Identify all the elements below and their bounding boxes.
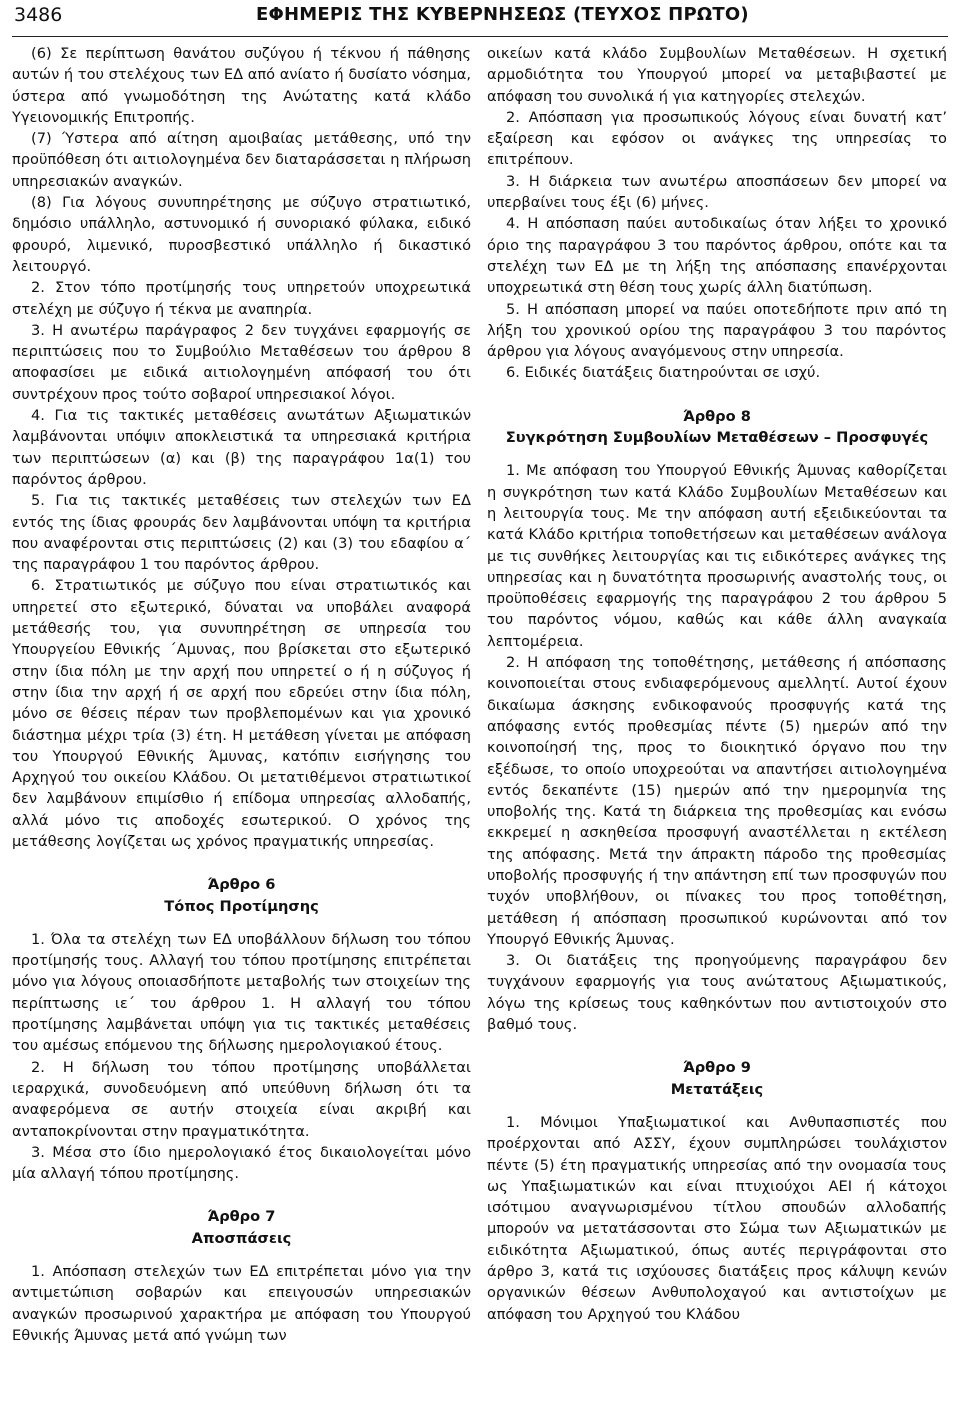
article-title: Αποσπάσεις <box>191 1229 292 1247</box>
paragraph: (6) Σε περίπτωση θανάτου συζύγου ή τέκνου ή πάθησης αυτών ή του στελέχους των ΕΔ από ανίατο ή δυσίατο νόσημα, ύστερα από γνωμοδότηση της Ανώτατης κατά κλάδο Υγειονομικής Επιτροπής. <box>12 45 471 126</box>
paragraph: 3. Η ανωτέρω παράγραφος 2 δεν τυγχάνει εφαρμογής σε περιπτώσεις που το Συμβούλιο Μεταθέσεων του άρθρου 8 αποφασίσει με ειδικά αιτιολογημένη απόφασή του ότι συντρέχουν προς τούτο σοβαροί υπηρεσιακοί λόγοι. <box>12 321 471 403</box>
paragraph: 5. Η απόσπαση μπορεί να παύει οποτεδήποτε πριν από τη λήξη του χρονικού ορίου της παραγράφου 3 του παρόντος άρθρου για λόγους αναγόμενους στην υπηρεσία. <box>487 300 947 361</box>
page-header <box>12 0 948 37</box>
paragraph: 2. Στον τόπο προτίμησής τους υπηρετούν υποχρεωτικά στελέχη με σύζυγο ή τέκνα με αναπηρία. <box>12 279 471 318</box>
article-number: Άρθρο 7 <box>207 1208 276 1226</box>
paragraph: 4. Για τις τακτικές μεταθέσεις ανωτάτων Αξιωματικών λαμβάνονται υπόψιν αποκλειστικά τα υπηρεσιακά κριτήρια των περιπτώσεων (α) και (β) της παραγράφου 1α(1) του παρόντος άρθρου. <box>12 407 471 488</box>
article-number: Άρθρο 6 <box>207 876 276 894</box>
paragraph-continuation: οικείων κατά κλάδο Συμβουλίων Μεταθέσεων. Η σχετική αρμοδιότητα του Υπουργού μπορεί να μεταβιβαστεί με απόφαση του συνολικά ή για κατηγορίες στελεχών. <box>487 45 947 105</box>
paragraph: 3. Οι διατάξεις της προηγούμενης παραγράφου δεν τυγχάνουν εφαρμογής για τους ανώτατους Αξιωματικούς, λόγω της κρίσεως τους καθηκόντων που αντιστοιχούν στο βαθμό τους. <box>487 952 947 1034</box>
paragraph: 2. Η απόφαση της τοποθέτησης, μετάθεσης ή απόσπασης κοινοποιείται στους ενδιαφερόμενους αμελλητί. Αυτοί έχουν δικαίωμα άσκησης ενδικοφανούς προσφυγής κατά της απόφασης εντός προθεσμίας πέντε (5) ημερών από την κοινοποίησή της, προς το διοικητικό όργανο που την εξέδωσε, το οποίο υποχρεούται να απαντήσει αιτιολογημένα εντός δεκαπέντε (15) ημερών από την ημερομηνία της υποβολής της. Κατά τη διάρκεια της προθεσμίας και ενόσω εκκρεμεί η ασκηθείσα προσφυγή αναστέλλεται η εκτέλεση της απόφασης. Μετά την άπρακτη πάροδο της προθεσμίας υποβολής προσφυγής ή την απάντηση επί των προσφυγών που τυχόν υποβλήθουν, οι πίνακες του προς τοποθέτηση, μετάθεση ή απόσπαση προσωπικού κυρώνονται από τον Υπουργό Εθνικής Άμυνας. <box>487 654 947 948</box>
paragraph: 2. Η δήλωση του τόπου προτίμησης υποβάλλεται ιεραρχικά, συνοδευόμενη από υπεύθυνη δήλωση ότι τα αναφερόμενα σε αυτήν στοιχεία είναι ακριβή και ανταποκρίνονται στην πραγματικότητα. <box>12 1058 471 1140</box>
paragraph: 4. Η απόσπαση παύει αυτοδικαίως όταν λήξει το χρονικό όριο της παραγράφου 3 του παρόντος άρθρου, οπότε και τα στελέχη των ΕΔ με τη λήξη της απόσπασης επανέρχονται υποχρεωτικά στη θέση τους χωρίς άλλη διατύπωση. <box>487 215 947 297</box>
right-column <box>487 43 947 1325</box>
paragraph: 1. Απόσπαση στελεχών των ΕΔ επιτρέπεται μόνο για την αντιμετώπιση σοβαρών και επειγουσών υπηρεσιακών αναγκών προσωρινού χαρακτήρα με απόφαση του Υπουργού Εθνικής Άμυνας μετά από γνώμη των <box>12 1263 471 1344</box>
paragraph: 1. Με απόφαση του Υπουργού Εθνικής Άμυνας καθορίζεται η συγκρότηση των κατά Κλάδο Συμβουλίων Μεταθέσεων και η λειτουργία τους. Με την απόφαση αυτή εξειδικεύονται τα κατά Κλάδο κριτήρια τοποθετήσεων και μεταθέσεων ανάλογα με τις συνθήκες λειτουργίας και τις ειδικότερες ανάγκες της υπηρεσίας και η δυνατότητα προσωρινής αναστολής τους, οι προϋποθέσεις εφαρμογής της παραγράφου 2 του άρθρου 5 του παρόντος νόμου, καθώς και κάθε άλλη αναγκαία λεπτομέρεια. <box>487 462 947 650</box>
article-title: Μετατάξεις <box>670 1080 764 1098</box>
paragraph: 6. Ειδικές διατάξεις διατηρούνται σε ισχύ. <box>506 364 821 382</box>
paragraph: 2. Απόσπαση για προσωπικούς λόγους είναι δυνατή κατ’ εξαίρεση και εφόσον οι ανάγκες της υπηρεσίας το επιτρέπουν. <box>487 108 947 169</box>
paragraph: (7) Ύστερα από αίτηση αμοιβαίας μετάθεσης, υπό την προϋπόθεση ότι αιτιολογημένα δεν διαταράσσεται η πλήρωση υπηρεσιακών αναγκών. <box>12 130 471 190</box>
article-number: Άρθρο 8 <box>683 407 751 425</box>
article-number: Άρθρο 9 <box>683 1059 751 1077</box>
paragraph: 6. Στρατιωτικός με σύζυγο που είναι στρατιωτικός και υπηρετεί στο εξωτερικό, δύναται να υποβάλει αναφορά μετάθεσής του, για συνυπηρέτηση σε υπηρεσία του Υπουργείου Εθνικής ΄Αμυνας, που βρίσκεται στο εξωτερικό στην ίδια πόλη με την αρχή που υπηρετεί ο ή η σύζυγος ή στην ίδια την αρχή ή σε αρχή που εδρεύει στην ίδια πόλη, μόνο σε θέσεις πέραν των προβλεπομένων και για χρονικό διάστημα μέχρι τρία (3) έτη. Η μετάθεση γίνεται με απόφαση του Υπουργού Εθνικής Άμυνας, κατόπιν εισήγησης του Αρχηγού του οικείου Κλάδου. Οι μετατιθέμενοι στρατιωτικοί δεν λαμβάνουν επιμίσθιο ή επίδομα υπηρεσίας αλλοδαπής, αλλά μόνο τις αποδοχές εσωτερικού. Ο χρόνος της μετάθεσης λογίζεται ως χρόνος πραγματικής υπηρεσίας. <box>12 577 471 850</box>
left-column <box>12 43 471 1346</box>
paragraph: 3. Μέσα στο ίδιο ημερολογιακό έτος δικαιολογείται μόνο μία αλλαγή τόπου προτίμησης. <box>12 1143 471 1183</box>
paragraph: (8) Για λόγους συνυπηρέτησης με σύζυγο στρατιωτικό, δημόσιο υπάλληλο, αστυνομικό ή συνοριακό φύλακα, ειδικό φρουρό, λιμενικό, πυροσβεστικό υπάλληλο ή δικαστικό λειτουργό. <box>12 194 471 275</box>
journal-title: ΕΦΗΜΕΡΙΣ ΤΗΣ ΚΥΒΕΡΝΗΣΕΩΣ (ΤΕΥΧΟΣ ΠΡΩΤΟ) <box>256 4 749 25</box>
paragraph: 1. Μόνιμοι Υπαξιωματικοί και Ανθυπασπιστές που προέρχονται από ΑΣΣΥ, έχουν συμπληρώσει τουλάχιστον πέντε (5) έτη πραγματικής υπηρεσίας από την ονομασία τους ως Υπαξιωματικών και είναι πτυχιούχοι ΑΕΙ ή κάτοχοι ισότιμου αναγνωρισμένου τίτλου σπουδών αλλοδαπής μπορούν να μετατάσσονται στο Σώμα των Αξιωματικών με ειδικότητα Αξιωματικού, όπως αυτές περιγράφονται στο άρθρο 3, κατά τις ισχύουσες διατάξεις προς κάλυψη κενών οργανικών θέσεων Ανθυπολοχαγού και αντιστοίχων με απόφαση του Αρχηγού του Κλάδου <box>487 1113 947 1323</box>
paragraph: 3. Η διάρκεια των ανωτέρω αποσπάσεων δεν μπορεί να υπερβαίνει τους έξι (6) μήνες. <box>487 172 947 212</box>
paragraph: 5. Για τις τακτικές μεταθέσεις των στελεχών των ΕΔ εντός της ίδιας φρουράς δεν λαμβάνονται υπόψη τα κριτήρια που αναφέρονται στις περιπτώσεις (2) και (3) του εδαφίου α΄ της παραγράφου 1 του παρόντος άρθρου. <box>12 492 471 574</box>
article-title: Συγκρότηση Συμβουλίων Μεταθέσεων – Προσφυγές <box>505 429 929 447</box>
page-number: 3486 <box>14 4 63 26</box>
paragraph: 1. Όλα τα στελέχη των ΕΔ υποβάλλουν δήλωση του τόπου προτίμησής τους. Αλλαγή του τόπου προτίμησης επιτρέπεται μόνο για λόγους οποιασδήποτε μεταβολής των στοιχείων της περίπτωσης ιε΄ του άρθρου 1. Η αλλαγή του τόπου προτίμησης λαμβάνεται υπόψη για τις τακτικές μεταθέσεις του αμέσως επόμενου της δήλωσης ημερολογιακού έτους. <box>12 930 471 1055</box>
article-title: Τόπος Προτίμησης <box>164 897 319 915</box>
